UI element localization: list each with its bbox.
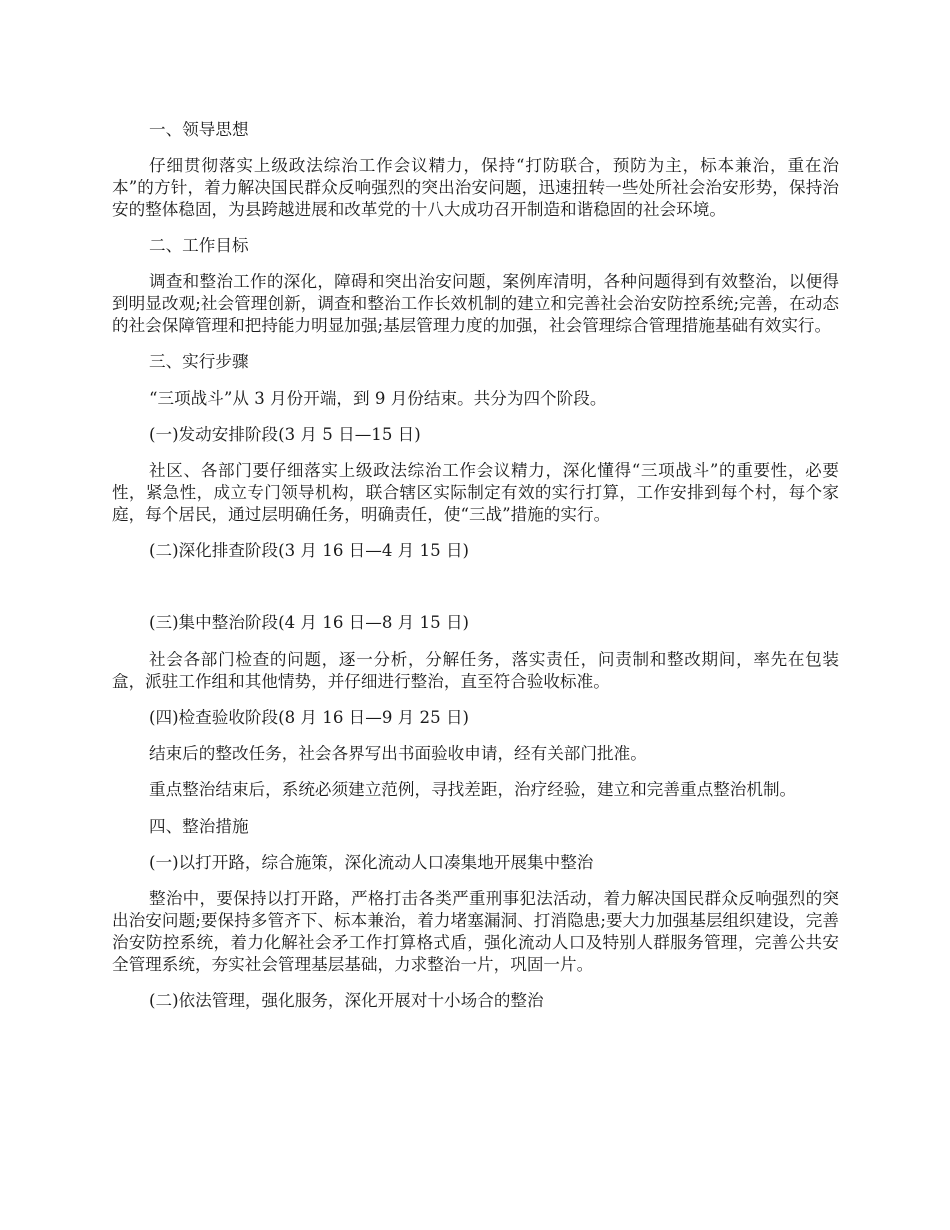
- paragraph-schedule: “三项战斗”从 3 月份开端，到 9 月份结束。共分为四个阶段。: [149, 388, 607, 408]
- paragraph-stage-4b: 重点整治结束后，系统必须建立范例，寻找差距，治疗经验，建立和完善重点整治机制。: [149, 780, 797, 800]
- section-heading-work-goals: 二、工作目标: [149, 236, 249, 256]
- measure-heading-1: (一)以打开路，综合施策，深化流动人口凑集地开展集中整治: [149, 853, 594, 873]
- stage-heading-3: (三)集中整治阶段(4 月 16 日—8 月 15 日): [149, 613, 470, 633]
- blank-gap: [112, 576, 839, 612]
- stage-heading-2: (二)深化排查阶段(3 月 16 日—4 月 15 日): [149, 541, 470, 561]
- stage-heading-1: (一)发动安排阶段(3 月 5 日—15 日): [149, 424, 421, 444]
- document-body: [112, 119, 839, 1026]
- section-heading-implementation-steps: 三、实行步骤: [149, 352, 249, 372]
- measure-heading-2: (二)依法管理，强化服务，深化开展对十小场合的整治: [149, 991, 544, 1011]
- paragraph-stage-3: 社会各部门检查的问题，逐一分析，分解任务，落实责任，问责制和整改期间，率先在包装盒，派驻工作组和其他情势，并仔细进行整治，直至符合验收标准。: [112, 649, 839, 691]
- section-heading-guiding-thought: 一、领导思想: [149, 120, 249, 139]
- section-heading-measures: 四、整治措施: [149, 816, 249, 836]
- paragraph-guiding-thought: 仔细贯彻落实上级政法综治工作会议精力，保持“打防联合，预防为主，标本兼治，重在治本”的方针，着力解决国民群众反响强烈的突出治安问题，迅速扭转一些处所社会治安形势，保持治安的整体稳固，为县跨越进展和改革党的十八大成功召开制造和谐稳固的社会环境。: [112, 156, 839, 219]
- stage-heading-4: (四)检查验收阶段(8 月 16 日—9 月 25 日): [149, 707, 470, 727]
- paragraph-work-goals: 调查和整治工作的深化，障碍和突出治安问题，案例库清明，各种问题得到有效整治，以便得到明显改观;社会管理创新，调查和整治工作长效机制的建立和完善社会治安防控系统;完善，在动态的社会保障管理和把持能力明显加强;基层管理力度的加强，社会管理综合管理措施基础有效实行。: [112, 272, 839, 336]
- paragraph-stage-1: 社区、各部门要仔细落实上级政法综治工作会议精力，深化懂得“三项战斗”的重要性，必要性，紧急性，成立专门领导机构，联合辖区实际制定有效的实行打算，工作安排到每个村，每个家庭，每个居民，通过层明确任务，明确责任，使“三战”措施的实行。: [112, 461, 839, 524]
- paragraph-stage-4a: 结束后的整改任务，社会各界写出书面验收申请，经有关部门批准。: [149, 744, 647, 764]
- paragraph-measure-1: 整治中，要保持以打开路，严格打击各类严重刑事犯法活动，着力解决国民群众反响强烈的突出治安问题;要保持多管齐下、标本兼治，着力堵塞漏洞、打消隐患;要大力加强基层组织建设，完善治安防控系统，着力化解社会矛工作打算格式盾，强化流动人口及特别人群服务管理，完善公共安全管理系统，夯实社会管理基层基础，力求整治一片，巩固一片。: [112, 889, 839, 974]
